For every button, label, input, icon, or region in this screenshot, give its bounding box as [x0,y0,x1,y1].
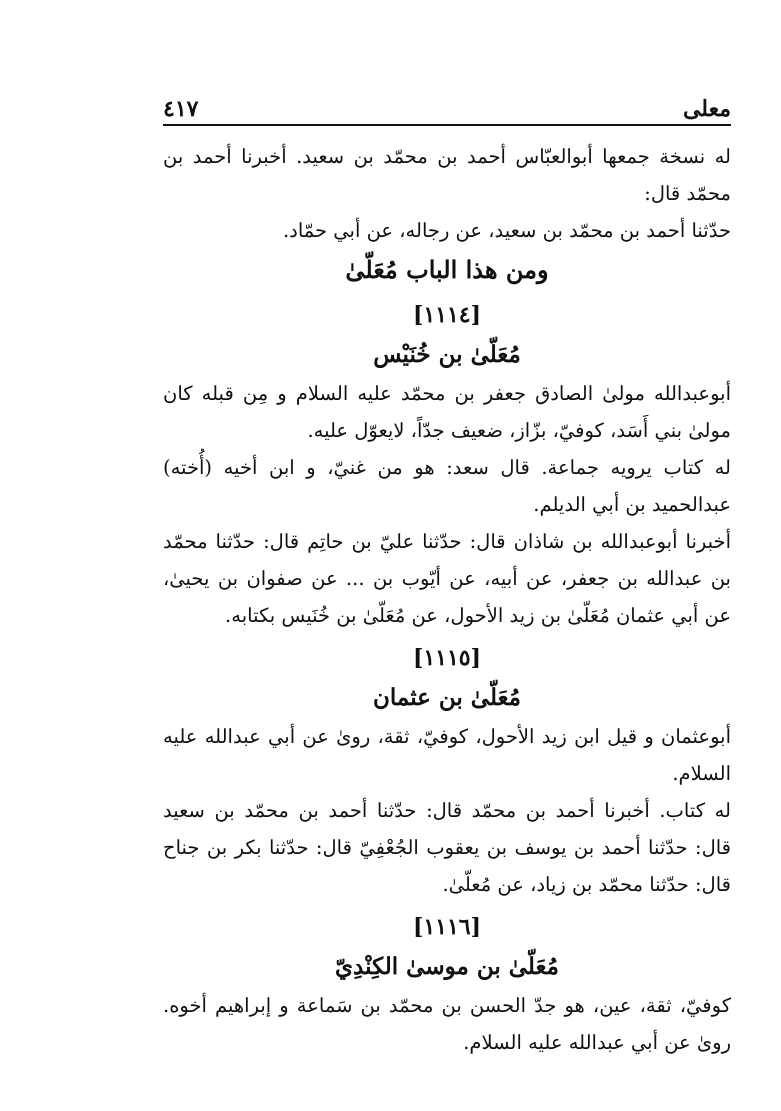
page-number: ٤١٧ [163,96,199,122]
entry-name: مُعَلّىٰ بن خُنَيْس [373,341,521,368]
page-header [163,88,731,122]
header-rule [163,124,731,126]
entry-number: [١١١٥] [412,645,482,671]
entry-name: مُعَلّىٰ بن موسىٰ الكِنْدِيّ [335,953,559,980]
entry-paragraph: كوفيّ، ثقة، عين، هو جدّ الحسن بن محمّد بن سَماعة و إبراهيم أخوه. روىٰ عن أبي عبدالله عليه السلام. [163,994,731,1054]
running-title: معلى [682,96,731,122]
intro-line: حدّثنا أحمد بن محمّد بن سعيد، عن رجاله، عن أبي حمّاد. [282,219,731,242]
entry-paragraph: أبوعثمان و قيل ابن زيد الأحول، كوفيّ، ثقة، روىٰ عن أبي عبدالله عليه السلام. [163,725,731,785]
page-body [163,138,731,1061]
entry-number: [١١١٤] [412,302,482,328]
entry-paragraph: له كتاب. أخبرنا أحمد بن محمّد قال: حدّثنا أحمد بن محمّد بن سعيد قال: حدّثنا أحمد بن يوسف بن يعقوب الجُعْفِيّ قال: حدّثنا بكر بن جناح قال: حدّثنا محمّد بن زياد، عن مُعلّىٰ. [163,799,731,896]
entry-paragraph: أخبرنا أبوعبدالله بن شاذان قال: حدّثنا عليّ بن حاتِم قال: حدّثنا محمّد بن عبدالله بن جعفر، عن أبيه، عن أيّوب بن ... عن صفوان بن يحيىٰ، عن أبي عثمان مُعَلّىٰ بن زيد الأحول، عن مُعَلّىٰ بن خُنَيس بكتابه. [163,530,731,627]
intro-line: له نسخة جمعها أبوالعبّاس أحمد بن محمّد بن سعيد. أخبرنا أحمد بن محمّد قال: [163,145,731,205]
section-title: ومن هذا الباب مُعَلّىٰ [345,255,549,284]
entry-name: مُعَلّىٰ بن عثمان [373,684,521,711]
entry-number: [١١١٦] [412,914,482,940]
entry-paragraph: أبوعبدالله مولىٰ الصادق جعفر بن محمّد عليه السلام و مِن قبله كان مولىٰ بني أَسَد، كوفيّ، بزّاز، ضعيف جدّاً، لايعوّل عليه. [163,382,731,442]
entry-paragraph: له كتاب يرويه جماعة. قال سعد: هو من غنيّ، و ابن أخيه (أُخته) عبدالحميد بن أبي الديلم. [163,456,731,516]
